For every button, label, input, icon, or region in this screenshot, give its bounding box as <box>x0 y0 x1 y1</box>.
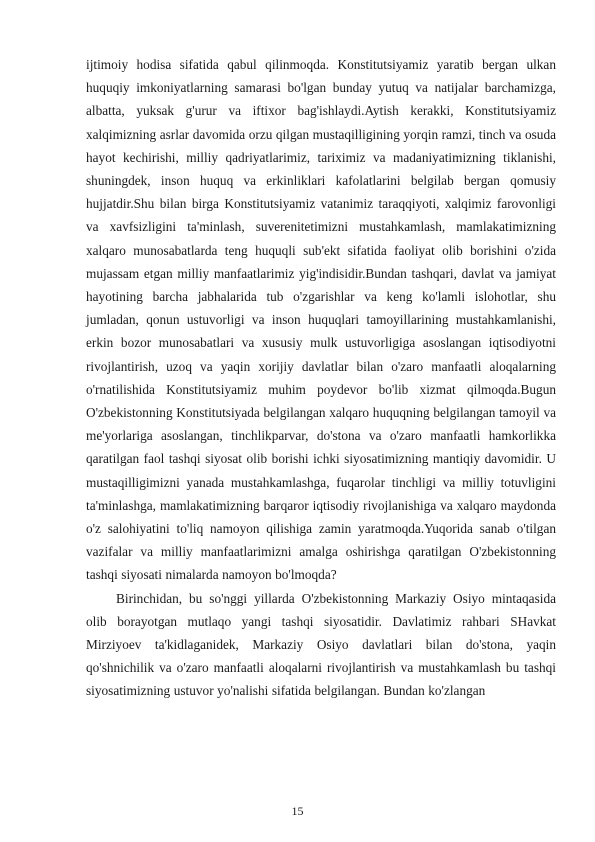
paragraph-1: ijtimoiy hodisa sifatida qabul qilinmoqda. Konstitutsiyamiz yaratib bergan ulkan huquqiy imkoniyatlarning samarasi bo'lgan bunday yutuq va natijalar barchamizga, albatta, yuksak g'urur va iftixor bag'ishlaydi.Aytish kerakki, Konstitutsiyamiz xalqimizning asrlar davomida orzu qilgan mustaqilligining yorqin ramzi, tinch va osuda hayot kechirishi, milliy qadriyatlarimiz, tariximiz va madaniyatimizning tiklanishi, shuningdek, inson huquq va erkinliklari kafolatlarini belgilab bergan qomusiy hujjatdir.Shu bilan birga Konstitutsiyamiz vatanimiz taraqqiyoti, xalqimiz farovonligi va xavfsizligini ta'minlash, suverenitetimizni mustahkamlash, mamlakatimizning xalqaro munosabatlarda teng huquqli sub'ekt sifatida faoliyat olib borishini o'zida mujassam etgan milliy manfaatlarimiz yig'indisidir.Bundan tashqari, davlat va jamiyat hayotining barcha jabhalarida tub o'zgarishlar va keng ko'lamli islohotlar, shu jumladan, qonun ustuvorligi va inson huquqlari tamoyillarining mustahkamlanishi, erkin bozor munosabatlari va xususiy mulk ustuvorligiga asoslangan iqtisodiyotni rivojlantirish, uzoq va yaqin xorijiy davlatlar bilan o'zaro manfaatli aloqalarning o'rnatilishida Konstitutsiyamiz muhim poydevor bo'lib xizmat qilmoqda.Bugun O'zbekistonning Konstitutsiyada belgilangan xalqaro huquqning belgilangan tamoyil va me'yorlariga asoslangan, tinchlikparvar, do'stona va o'zaro manfaatli hamkorlikka qaratilgan faol tashqi siyosat olib borishi ichki siyosatimizning mantiqiy davomidir. U mustaqilligimizni yanada mustahkamlashga, fuqarolar tinchligi va milliy totuvligini ta'minlashga, mamlakatimizning barqaror iqtisodiy rivojlanishiga va xalqaro maydonda o'z salohiyatini to'liq namoyon qilishiga zamin yaratmoqda.Yuqorida sanab o'tilgan vazifalar va milliy manfaatlarimizni amalga oshirishga qaratilgan O'zbekistonning tashqi siyosati nimalarda namoyon bo'lmoqda? <box>86 57 556 583</box>
document-body <box>86 53 556 703</box>
paragraph-2: Birinchidan, bu so'nggi yillarda O'zbekistonning Markaziy Osiyo mintaqasida olib borayotgan mutlaqo yangi tashqi siyosatidir. Davlatimiz rahbari SHavkat Mirziyoev ta'kidlaganidek, Markaziy Osiyo davlatlari bilan do'stona, yaqin qo'shnichilik va o'zaro manfaatli aloqalarni rivojlantirish va mustahkamlash bu tashqi siyosatimizning ustuvor yo'nalishi sifatida belgilangan. Bundan ko'zlangan <box>86 590 556 699</box>
page-number: 15 <box>291 804 304 818</box>
